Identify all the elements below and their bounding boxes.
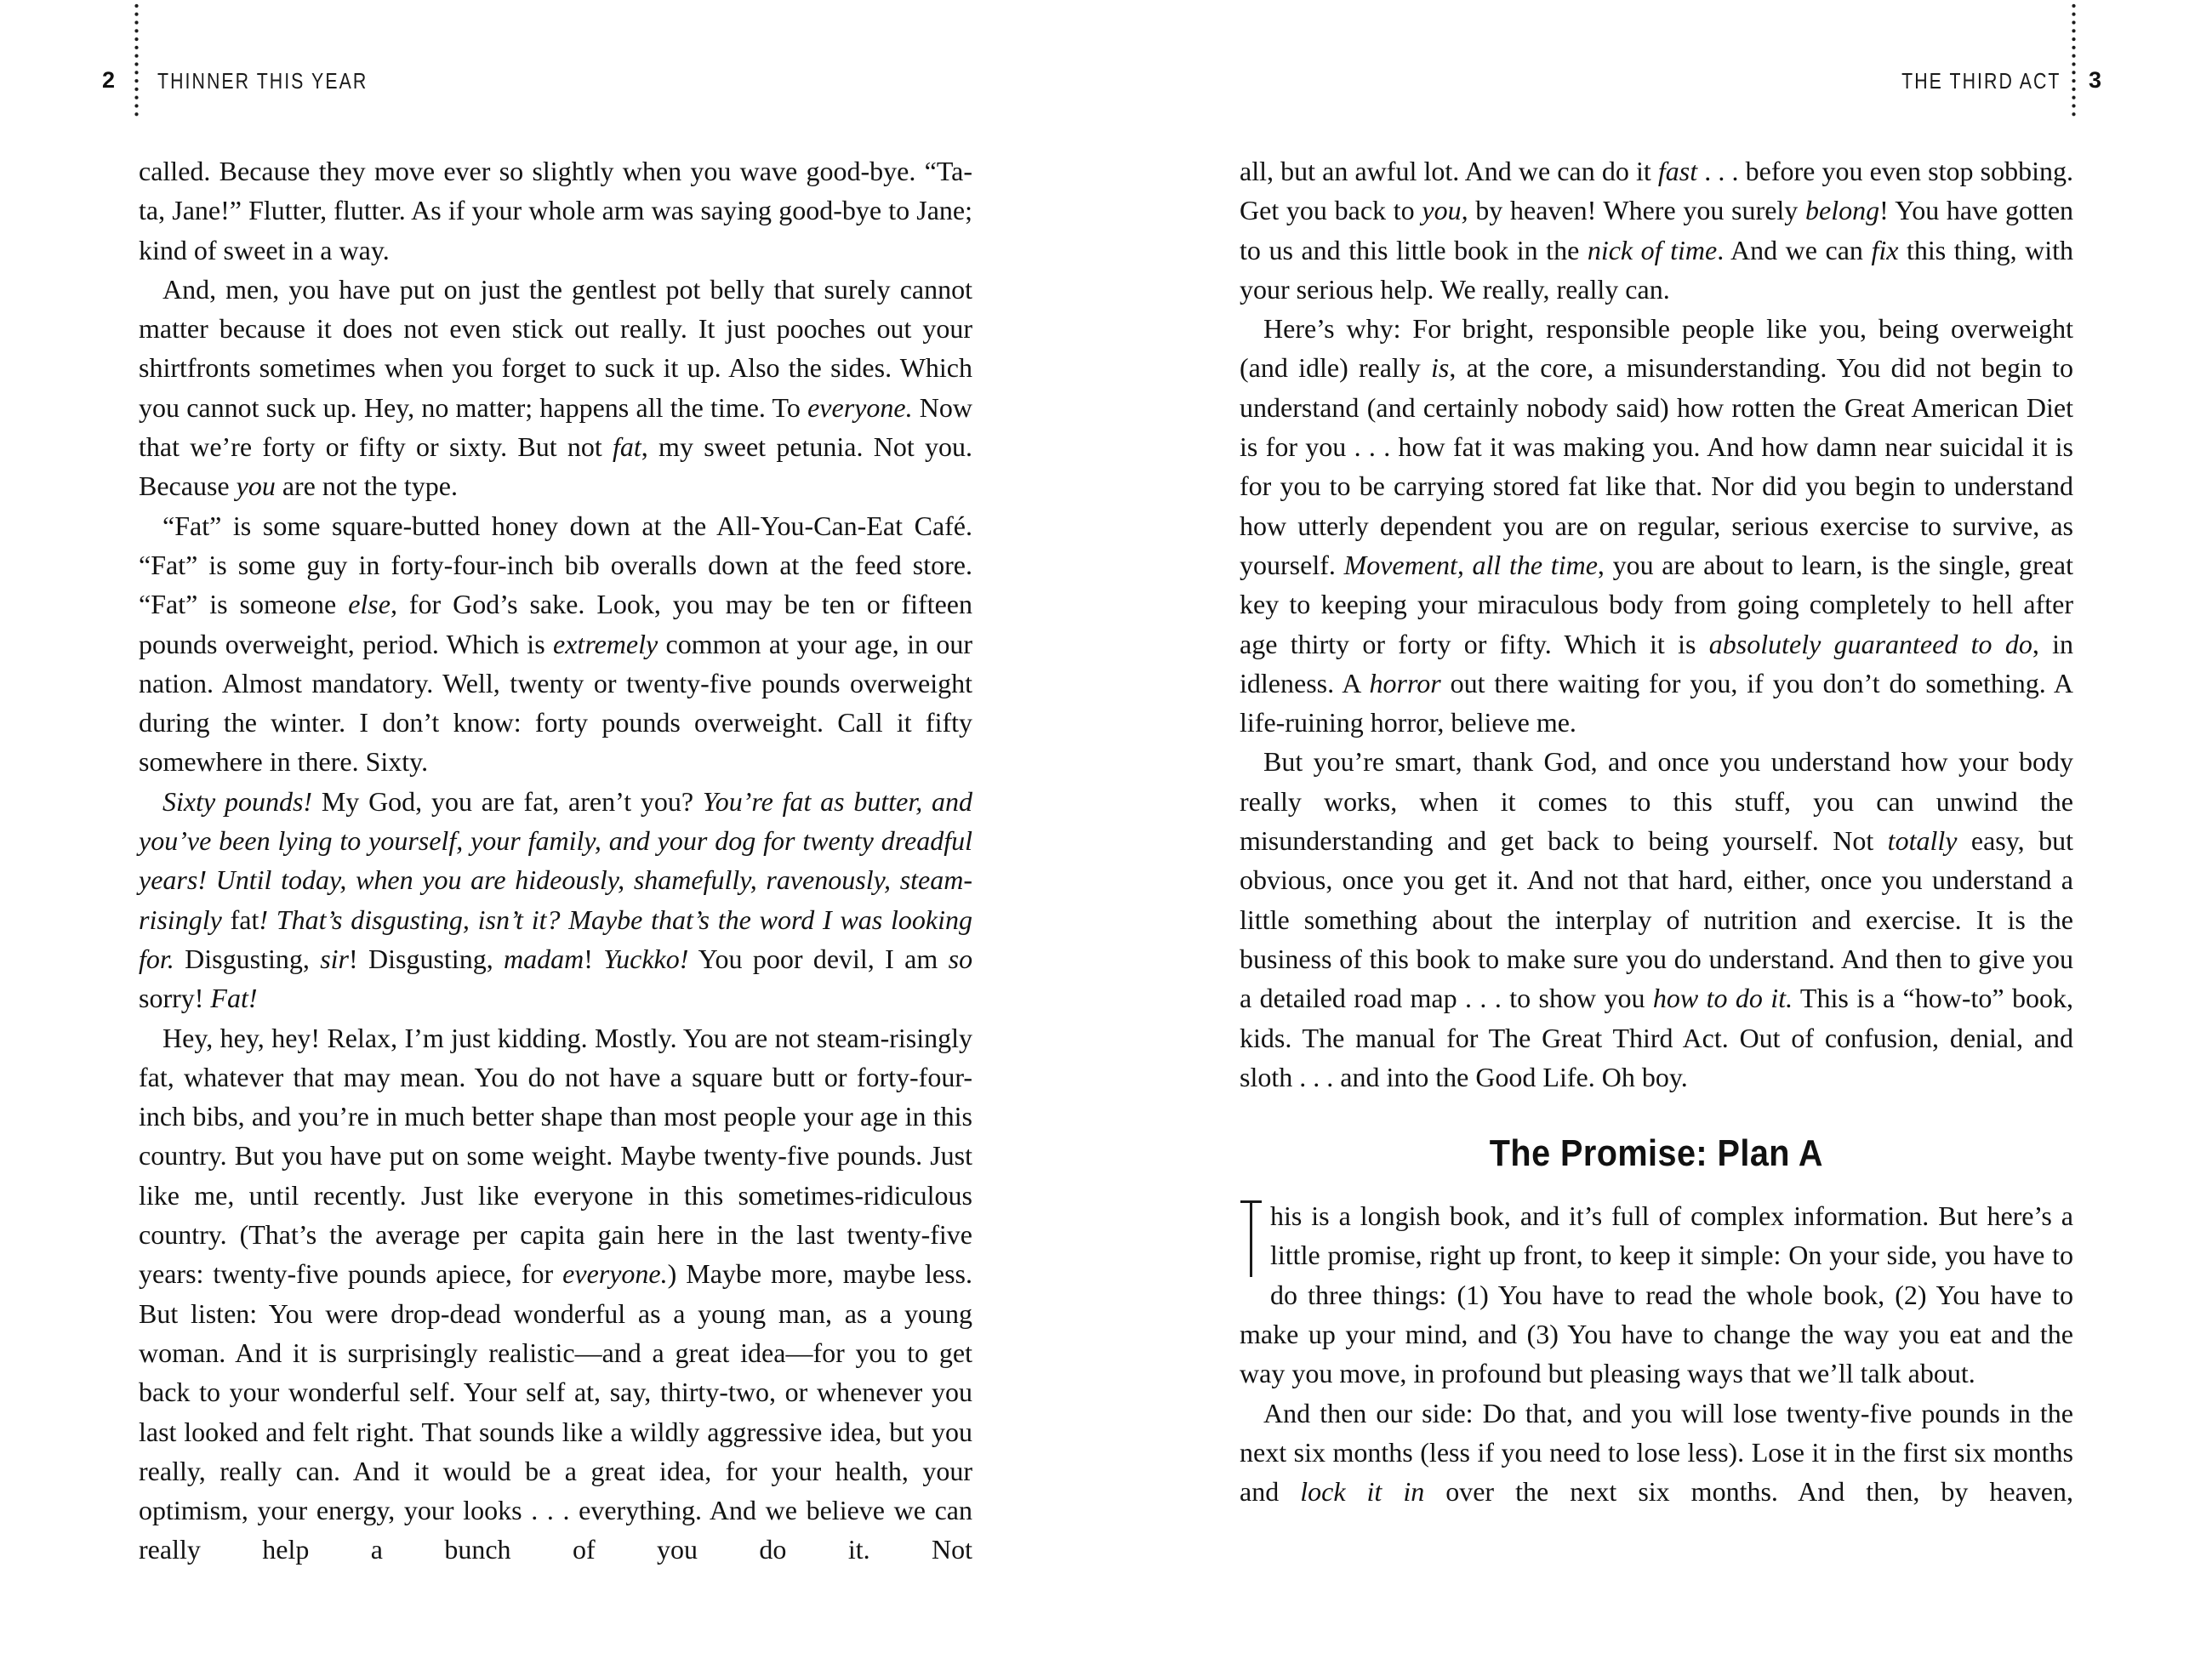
text-segment: You poor devil, I am bbox=[688, 943, 949, 974]
text-segment: so bbox=[948, 943, 973, 974]
paragraph bbox=[1240, 1196, 2073, 1393]
right-header-divider-dots bbox=[2072, 2, 2076, 118]
text-segment: , you are about to learn, is the single, great key to keeping your miraculous body from going completely to hell after age thirty or forty or fifty. Which it is bbox=[1240, 549, 2074, 659]
left-page-body bbox=[139, 151, 972, 1570]
right-running-header-text: THE THIRD ACT bbox=[1901, 68, 2061, 94]
text-segment: everyone. bbox=[562, 1258, 668, 1290]
text-segment: , my sweet petunia. Not you. Because bbox=[139, 431, 973, 502]
text-segment: madam bbox=[504, 943, 584, 974]
text-segment: all, but an awful lot. And we can do it bbox=[1240, 156, 1658, 186]
text-segment: ! Disgusting, bbox=[349, 943, 505, 974]
paragraph bbox=[1240, 309, 2073, 742]
text-segment: You’re fat as butter, and you’ve been lying to yourself, your family, and your dog for twenty dreadful years! Until today, when you are hideously, shamefully, ravenously, steam-risingly bbox=[139, 785, 973, 935]
text-segment: ) Maybe more, maybe less. But listen: You were drop-dead wonderful as a young man, as a young woman. And it is surprisingly realistic—and a great idea—for you to get back to your wonderful self. Your self at, say, thirty-two, or whenever you last looked and felt right. That sounds like a wildly aggressive idea, but you really, really can. And it would be a great idea, for your health, your optimism, your energy, your looks . . . everything. And we believe we can really help a bunch of you do it. Not bbox=[139, 1258, 973, 1565]
text-segment: everyone. bbox=[807, 391, 913, 423]
paragraph bbox=[1240, 1394, 2073, 1512]
text-segment: by heaven! Where you surely bbox=[1468, 195, 1806, 226]
right-page-paragraphs-before-heading bbox=[1240, 151, 2073, 1097]
left-running-header bbox=[157, 70, 414, 92]
left-header-divider-dots bbox=[134, 2, 139, 118]
text-segment: Yuckko! bbox=[603, 943, 689, 974]
text-segment: nick of time bbox=[1587, 234, 1718, 265]
text-segment: else, bbox=[348, 589, 397, 620]
text-segment: ! That’s disgusting, isn’t it? Maybe that’s the word I was looking for. bbox=[139, 904, 973, 974]
text-segment: Fat! bbox=[210, 983, 258, 1014]
paragraph bbox=[139, 270, 972, 506]
text-segment: Now that we’re forty or fifty or sixty. But not bbox=[139, 391, 973, 463]
section-heading bbox=[1240, 1132, 2073, 1175]
text-segment: you bbox=[236, 470, 276, 502]
right-running-header bbox=[1867, 70, 2061, 92]
text-segment: , at the core, a misunderstanding. You did not begin to understand (and certainly nobody said) how rotten the Great American Diet is for you . . . how fat it was making you. And how damn near suicidal it is for you to be carrying stored fat like that. Nor did you begin to understand how utterly dependent you are on regular, serious exercise to survive, as yourself. bbox=[1240, 352, 2073, 580]
text-segment: sorry! bbox=[139, 983, 211, 1014]
text-segment: This is a “how-to” book, kids. The manual for The Great Third Act. Out of confusion, denial, and sloth . . . and into the Good Life. Oh boy. bbox=[1240, 983, 2074, 1092]
text-segment: belong bbox=[1805, 195, 1880, 226]
paragraph bbox=[1240, 151, 2073, 309]
left-running-header-text: THINNER THIS YEAR bbox=[157, 68, 368, 94]
text-segment: fat bbox=[230, 904, 259, 935]
text-segment: fast bbox=[1657, 156, 1698, 186]
right-page-number: 3 bbox=[2089, 67, 2102, 93]
paragraph bbox=[139, 782, 972, 1018]
text-segment: And, men, you have put on just the gentlest pot belly that surely cannot matter because it does not even stick out really. It just pooches out your shirtfronts sometimes when you forget to suck it up. Also the sides. Which you cannot suck up. Hey, no matter; happens all the time. To bbox=[139, 273, 972, 423]
text-segment: . And we can bbox=[1717, 234, 1872, 265]
section-heading-text: The Promise: Plan A bbox=[1489, 1132, 1824, 1175]
text-segment: extremely bbox=[553, 628, 658, 659]
paragraph bbox=[139, 506, 972, 782]
text-segment: “Fat” is some square-butted honey down at the All-You-Can-Eat Café. “Fat” is some guy in forty-four-inch bib overalls down at the feed store. “Fat” is someone bbox=[139, 510, 972, 620]
text-segment: totally bbox=[1887, 825, 1958, 857]
text-segment: sir bbox=[320, 943, 349, 974]
text-segment: My God, you are fat, aren’t you? bbox=[312, 785, 703, 817]
text-segment: his is a longish book, and it’s full of complex information. But here’s a little promise, right up front, to keep it simple: On your side, you have to do three things: (1) You have to read the whole book, (2) You have to make up your mind, and (3) You have to change the way you eat and the way you move, in profound but pleasing ways that we’ll talk about. bbox=[1240, 1200, 2073, 1389]
text-segment: easy, but obvious, once you get it. And not that hard, either, once you understand a little something about the interplay of nutrition and exercise. It is the business of this book to make sure you do understand. And then to give you a detailed road map . . . to show you bbox=[1240, 825, 2074, 1014]
text-segment: this thing, with your serious help. We really, really can. bbox=[1240, 234, 2074, 305]
text-segment: ! bbox=[584, 943, 604, 974]
text-segment: But you’re smart, thank God, and once you understand how your body really works, when it comes to this stuff, you can unwind the misunderstanding and get back to being yourself. Not bbox=[1240, 746, 2073, 857]
text-segment: common at your age, in our nation. Almost mandatory. Well, twenty or twenty-five pounds overweight during the winter. I don’t know: forty pounds overweight. Call it fifty somewhere in there. Sixty. bbox=[139, 628, 973, 778]
text-segment: lock it in bbox=[1300, 1476, 1425, 1508]
text-segment: you, bbox=[1422, 195, 1468, 226]
right-page-body bbox=[1240, 151, 2073, 1512]
text-segment: horror bbox=[1369, 667, 1441, 698]
text-segment: And then our side: Do that, and you will lose twenty-five pounds in the next six months (less if you need to lose less). Lose it in the first six months and bbox=[1240, 1397, 2073, 1508]
text-segment: Hey, hey, hey! Relax, I’m just kidding. Mostly. You are not steam-risingly fat, whatever that may mean. You do not have a square butt or forty-four-inch bibs, and you’re in much better shape than most people your age in this country. But you have put on some weight. Maybe twenty-five pounds. Just like me, until recently. Just like everyone in this sometimes-ridiculous country. (That’s the average per capita gain here in the last twenty-five years: twenty-five pounds apiece, for bbox=[139, 1022, 972, 1290]
text-segment: fat bbox=[613, 431, 641, 463]
text-segment: , in idleness. A bbox=[1240, 628, 2074, 698]
paragraph bbox=[139, 151, 972, 270]
text-segment: over the next six months. And then, by heaven, bbox=[1424, 1476, 2074, 1508]
left-page-number: 2 bbox=[102, 67, 116, 93]
text-segment: is bbox=[1431, 352, 1450, 384]
text-segment: Sixty pounds! bbox=[162, 785, 313, 817]
text-segment: for God’s sake. Look, you may be ten or fifteen pounds overweight, period. Which is bbox=[139, 589, 973, 659]
text-segment: called. Because they move ever so slightly when you wave good-bye. “Ta-ta, Jane!” Flutter, flutter. As if your whole arm was saying good-bye to Jane; kind of sweet in a way. bbox=[139, 156, 972, 265]
paragraph bbox=[139, 1018, 972, 1570]
text-segment: Here’s why: For bright, responsible people like you, being overweight (and idle) really bbox=[1240, 313, 2073, 384]
text-segment: out there waiting for you, if you don’t do something. A life-ruining horror, believe me. bbox=[1240, 667, 2074, 738]
text-segment: fix bbox=[1871, 234, 1899, 265]
text-segment: . . . before you even stop sobbing. Get you back to bbox=[1240, 156, 2073, 226]
text-segment: ! You have gotten to us and this little book in the bbox=[1240, 195, 2074, 265]
paragraph bbox=[1240, 742, 2073, 1097]
text-segment: Disgusting, bbox=[185, 943, 321, 974]
text-segment: Movement, all the time bbox=[1343, 549, 1598, 580]
text-segment: how to do it. bbox=[1652, 983, 1793, 1014]
dropcap-t-initial bbox=[1240, 1200, 1262, 1277]
right-page-paragraphs-after-heading bbox=[1240, 1196, 2073, 1511]
text-segment: absolutely guaranteed to do bbox=[1708, 628, 2032, 659]
text-segment: are not the type. bbox=[275, 470, 458, 502]
